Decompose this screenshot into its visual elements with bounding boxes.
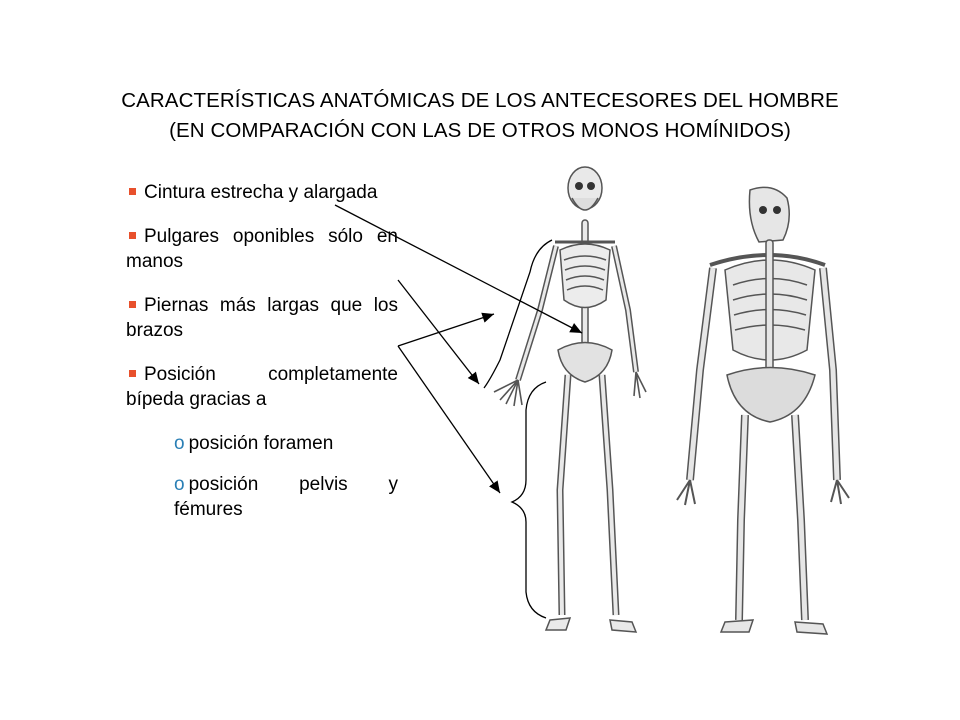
bullet-label: Posición completamente bípeda gracias a xyxy=(126,364,398,410)
sub-bullet-label: posición pelvis y fémures xyxy=(174,474,398,520)
bullet-label: Piernas más largas que los brazos xyxy=(126,295,398,341)
sub-bullet-label: posición foramen xyxy=(188,433,334,454)
arm-brace xyxy=(484,240,552,388)
bullet-label: Pulgares oponibles sólo en manos xyxy=(126,226,398,272)
arrow-waist xyxy=(335,205,582,333)
circle-bullet-icon: o xyxy=(174,433,185,454)
circle-bullet-icon: o xyxy=(174,474,185,495)
arrow-legs-lower xyxy=(398,346,500,493)
bullet-label: Cintura estrecha y alargada xyxy=(144,182,378,203)
leg-brace xyxy=(512,382,546,618)
title-line-1: CARACTERÍSTICAS ANATÓMICAS DE LOS ANTECESORES DEL HOMBRE xyxy=(121,89,839,112)
title-line-2: (EN COMPARACIÓN CON LAS DE OTROS MONOS HOMÍNIDOS) xyxy=(169,119,791,142)
